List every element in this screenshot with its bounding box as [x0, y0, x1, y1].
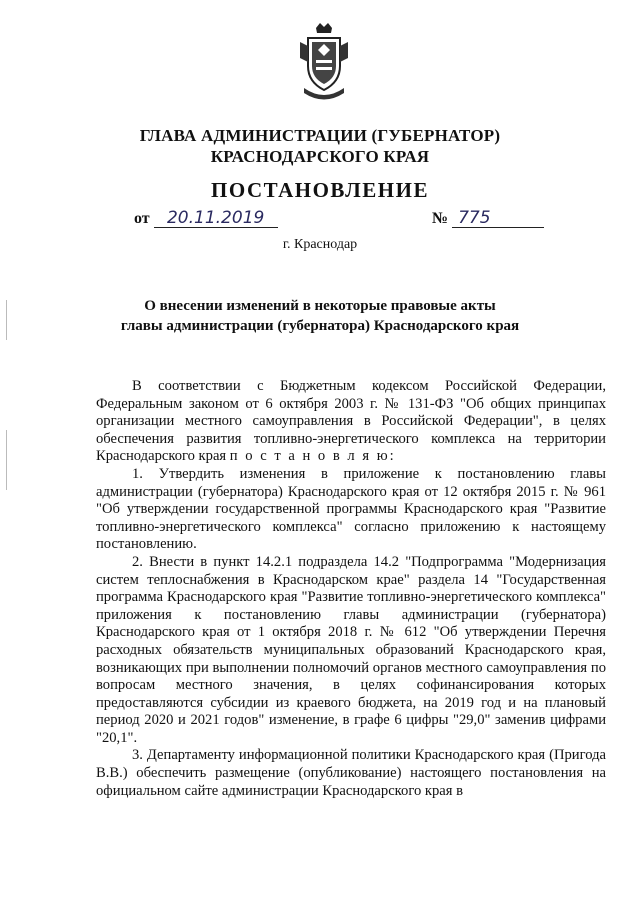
subject-line-2: главы администрации (губернатора) Краснодарского края: [120, 318, 520, 334]
subject-line-1: О внесении изменений в некоторые правовые акты: [144, 298, 496, 314]
date-row: [134, 209, 278, 228]
clause-2: 2. Внести в пункт 14.2.1 подраздела 14.2 "Подпрограмма "Модернизация систем теплоснабжения в Краснодарском крае" раздела 14 "Государственная программа Краснодарского края "Развитие топливно-энергетического комплекса" приложения к постановлению главы администрации (губернатора) Краснодарского края от 1 октября 2018 г. № 612 "Об утверждении Перечня расходных обязательств муниципальных образований Краснодарского края, возникающих при выполнении полномочий органов местного самоуправления по вопросам местного значения, в целях софинансирования которых предоставляются субсидии из краевого бюджета, на 2019 год и на плановый период 2020 и 2021 годов" изменение, в графе 6 цифры "29,0" заменив цифрами "20,1".: [96, 553, 606, 746]
preamble-paragraph: [96, 378, 606, 466]
city-label: г. Краснодар: [282, 237, 358, 252]
document-subject: [100, 296, 540, 336]
decree-word: п о с т а н о в л я ю:: [229, 448, 396, 465]
scan-margin-mark: [6, 300, 7, 340]
authority-title-line-1: ГЛАВА АДМИНИСТРАЦИИ (ГУБЕРНАТОР): [139, 126, 501, 145]
document-type-heading: ПОСТАНОВЛЕНИЕ: [211, 178, 429, 202]
scan-margin-mark: [6, 430, 7, 490]
coat-of-arms-emblem: [296, 22, 352, 102]
clause-1: 1. Утвердить изменения в приложение к постановлению главы администрации (губернатора) Краснодарского края от 12 октября 2015 г. № 961 "Об утверждении государственной программы Краснодарского края "Развитие топливно-энергетического комплекса" согласно приложению к настоящему постановлению.: [96, 465, 606, 553]
number-row: [432, 209, 544, 228]
handwritten-date: 20.11.2019: [154, 209, 278, 228]
number-prefix: №: [432, 210, 449, 227]
handwritten-number: 775: [452, 209, 544, 228]
clause-3: 3. Департаменту информационной политики Краснодарского края (Пригода В.В.) обеспечить размещение (опубликование) настоящего постановления на официальном сайте администрации Краснодарского края в: [96, 747, 606, 799]
authority-title-line-2: КРАСНОДАРСКОГО КРАЯ: [210, 147, 430, 166]
document-body: [96, 378, 606, 800]
date-prefix: от: [134, 210, 150, 227]
preamble-text: В соответствии с Бюджетным кодексом Российской Федерации, Федеральным законом от 6 октября 2003 г. № 131-ФЗ "Об общих принципах организации местного самоуправления в Российской Федерации", в целях обеспечения развития топливно-энергетического комплекса на территории Краснодарского края: [96, 378, 606, 465]
